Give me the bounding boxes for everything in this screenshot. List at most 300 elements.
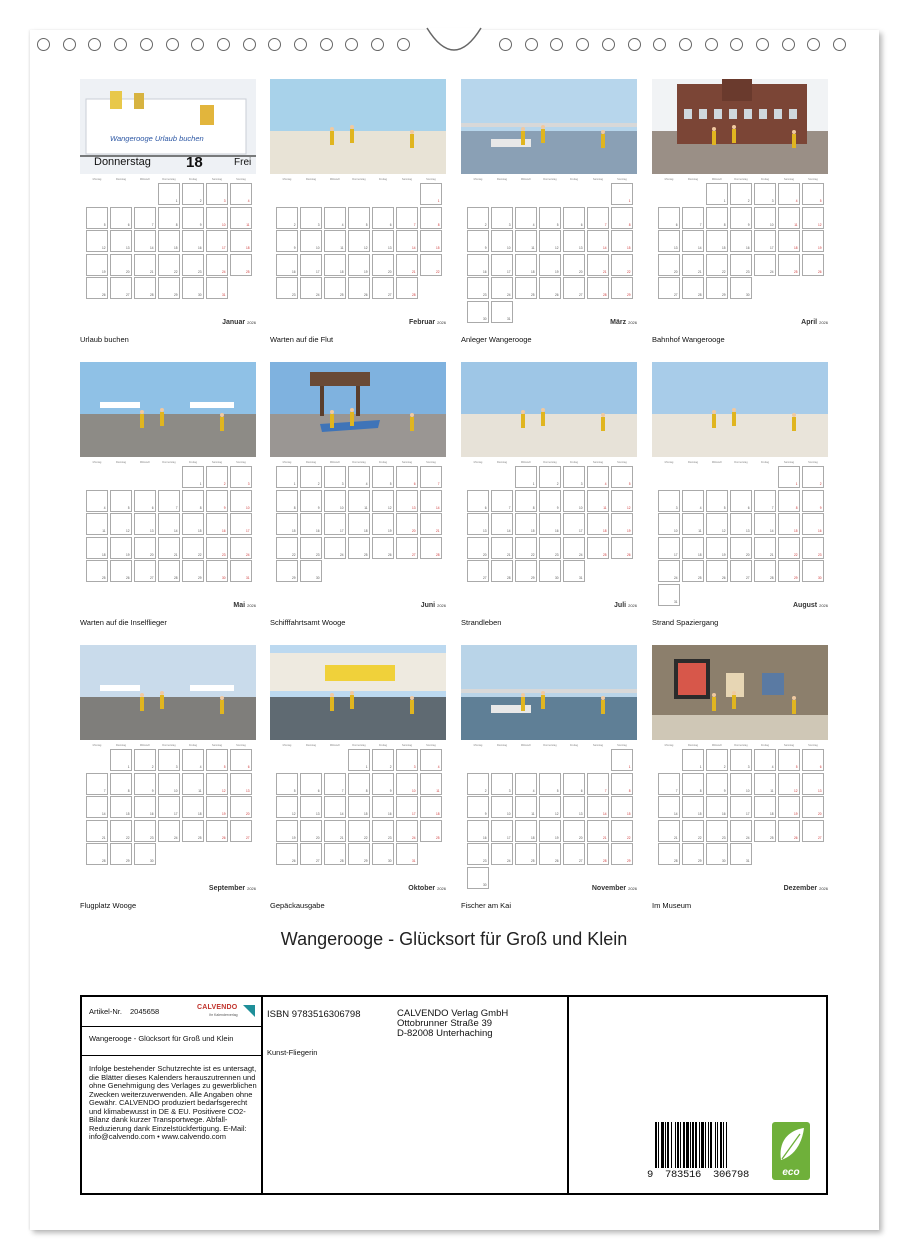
day-cell bbox=[348, 513, 370, 535]
day-number: 4 bbox=[604, 482, 607, 486]
day-number: 18 bbox=[245, 246, 250, 251]
day-number: 6 bbox=[819, 765, 822, 769]
day-number: 18 bbox=[101, 552, 106, 557]
day-number: 14 bbox=[697, 246, 702, 251]
day-cell bbox=[110, 490, 132, 512]
day-cell bbox=[563, 796, 585, 818]
day-cell bbox=[372, 749, 394, 771]
day-number: 1 bbox=[437, 199, 440, 203]
day-cell bbox=[802, 513, 824, 535]
day-cell bbox=[611, 513, 633, 535]
day-number: 2 bbox=[723, 765, 726, 769]
day-cell bbox=[348, 537, 370, 559]
day-cell bbox=[730, 513, 752, 535]
day-cell bbox=[230, 773, 252, 795]
day-number: 6 bbox=[247, 765, 250, 769]
day-number: 3 bbox=[247, 482, 250, 486]
day-number: 20 bbox=[482, 552, 487, 557]
day-cell bbox=[754, 796, 776, 818]
day-number: 13 bbox=[245, 788, 250, 793]
month-name: Mai 2026 bbox=[233, 602, 256, 609]
day-cell bbox=[372, 820, 394, 842]
day-cell bbox=[730, 749, 752, 771]
day-number: 10 bbox=[221, 222, 226, 227]
day-cell bbox=[539, 820, 561, 842]
day-cell bbox=[563, 843, 585, 865]
day-cell bbox=[778, 537, 800, 559]
day-number: 27 bbox=[673, 293, 678, 298]
day-number: 29 bbox=[530, 576, 535, 581]
day-cell bbox=[515, 773, 537, 795]
day-cell bbox=[778, 773, 800, 795]
weekday-label: Freitag bbox=[378, 744, 388, 747]
weekday-label: Mittwoch bbox=[520, 178, 532, 181]
day-number: 13 bbox=[578, 246, 583, 251]
day-cell bbox=[802, 207, 824, 229]
weekday-label: Mittwoch bbox=[329, 461, 341, 464]
day-number: 11 bbox=[603, 505, 607, 510]
day-cell bbox=[182, 749, 204, 771]
day-cell bbox=[778, 796, 800, 818]
binding-ring bbox=[756, 38, 769, 51]
day-number: 26 bbox=[554, 293, 559, 298]
day-number: 26 bbox=[626, 552, 631, 557]
day-cell bbox=[682, 207, 704, 229]
day-number: 21 bbox=[602, 269, 607, 274]
day-cell bbox=[396, 796, 418, 818]
day-cell bbox=[372, 773, 394, 795]
day-number: 15 bbox=[530, 529, 535, 534]
day-number: 6 bbox=[151, 505, 154, 510]
day-number: 19 bbox=[101, 269, 106, 274]
day-cell bbox=[587, 537, 609, 559]
month-märz bbox=[461, 79, 637, 349]
day-number: 1 bbox=[699, 765, 702, 769]
month-photo bbox=[80, 79, 256, 174]
day-cell bbox=[158, 773, 180, 795]
weekday-label: Mittwoch bbox=[711, 744, 723, 747]
weekday-label: Montag bbox=[664, 744, 674, 747]
binding-ring bbox=[525, 38, 538, 51]
day-cell bbox=[206, 749, 228, 771]
day-cell bbox=[491, 796, 513, 818]
hanger-cutout bbox=[425, 22, 483, 58]
day-cell bbox=[182, 796, 204, 818]
day-number: 13 bbox=[125, 246, 130, 251]
info-box bbox=[80, 995, 828, 1195]
weekday-label: Montag bbox=[92, 461, 102, 464]
day-cell bbox=[324, 843, 346, 865]
day-number: 1 bbox=[365, 765, 368, 769]
day-cell bbox=[706, 749, 728, 771]
month-caption: Bahnhof Wangerooge bbox=[652, 335, 725, 344]
day-cell bbox=[230, 183, 252, 205]
month-dezember bbox=[652, 645, 828, 915]
day-cell bbox=[682, 773, 704, 795]
day-cell bbox=[611, 207, 633, 229]
month-year: 2026 bbox=[437, 603, 446, 608]
day-cell bbox=[372, 843, 394, 865]
day-number: 28 bbox=[149, 293, 154, 298]
day-number: 2 bbox=[556, 482, 559, 486]
day-cell bbox=[158, 183, 180, 205]
day-number: 22 bbox=[173, 269, 178, 274]
day-cell bbox=[206, 820, 228, 842]
day-cell bbox=[206, 254, 228, 276]
day-number: 30 bbox=[817, 576, 822, 581]
day-number: 29 bbox=[721, 293, 726, 298]
day-cell bbox=[300, 254, 322, 276]
day-number: 8 bbox=[127, 788, 130, 793]
day-number: 8 bbox=[199, 505, 202, 510]
day-number: 4 bbox=[532, 788, 535, 793]
day-cell bbox=[730, 773, 752, 795]
day-cell bbox=[348, 749, 370, 771]
day-number: 27 bbox=[745, 576, 750, 581]
day-number: 31 bbox=[221, 293, 226, 298]
day-number: 25 bbox=[245, 269, 250, 274]
day-number: 28 bbox=[697, 293, 702, 298]
day-cell bbox=[158, 749, 180, 771]
day-number: 12 bbox=[125, 529, 130, 534]
day-cell bbox=[491, 820, 513, 842]
weekday-label: Montag bbox=[664, 461, 674, 464]
day-cell bbox=[754, 560, 776, 582]
day-number: 8 bbox=[175, 222, 178, 227]
day-cell bbox=[754, 820, 776, 842]
day-cell bbox=[86, 560, 108, 582]
day-cell bbox=[658, 513, 680, 535]
weekday-label: Sonntag bbox=[617, 744, 627, 747]
binding-ring bbox=[628, 38, 641, 51]
day-number: 26 bbox=[387, 552, 392, 557]
day-number: 27 bbox=[482, 576, 487, 581]
weekday-label: Samstag bbox=[783, 744, 795, 747]
day-number: 25 bbox=[363, 552, 368, 557]
day-number: 3 bbox=[413, 765, 416, 769]
day-number: 9 bbox=[484, 246, 487, 251]
day-number: 11 bbox=[364, 505, 368, 510]
day-number: 23 bbox=[149, 835, 154, 840]
weekday-label: Freitag bbox=[188, 461, 198, 464]
weekday-label: Montag bbox=[282, 178, 292, 181]
binding-ring bbox=[705, 38, 718, 51]
day-number: 4 bbox=[199, 765, 202, 769]
day-cell bbox=[348, 254, 370, 276]
day-cell bbox=[372, 230, 394, 252]
day-number: 18 bbox=[530, 269, 535, 274]
day-cell bbox=[134, 277, 156, 299]
day-number: 7 bbox=[175, 505, 178, 510]
month-caption: Flugplatz Wooge bbox=[80, 901, 137, 910]
month-year: 2026 bbox=[819, 886, 828, 891]
day-number: 14 bbox=[673, 812, 678, 817]
day-number: 20 bbox=[149, 552, 154, 557]
binding-ring bbox=[602, 38, 615, 51]
day-number: 24 bbox=[578, 552, 583, 557]
day-number: 19 bbox=[554, 835, 559, 840]
day-number: 24 bbox=[173, 835, 178, 840]
day-cell bbox=[754, 513, 776, 535]
binding-ring bbox=[114, 38, 127, 51]
day-cell bbox=[491, 490, 513, 512]
day-cell bbox=[730, 254, 752, 276]
day-number: 26 bbox=[221, 835, 226, 840]
day-number: 21 bbox=[339, 835, 344, 840]
day-cell bbox=[802, 230, 824, 252]
day-number: 3 bbox=[580, 482, 583, 486]
day-cell bbox=[182, 537, 204, 559]
day-cell bbox=[730, 843, 752, 865]
day-cell bbox=[182, 560, 204, 582]
weekday-label: Donnerstag bbox=[162, 178, 176, 181]
day-number: 21 bbox=[697, 269, 702, 274]
day-cell bbox=[158, 820, 180, 842]
day-cell bbox=[587, 513, 609, 535]
day-number: 15 bbox=[435, 246, 440, 251]
day-cell bbox=[539, 277, 561, 299]
weekday-label: Donnerstag bbox=[734, 744, 748, 747]
day-cell bbox=[587, 843, 609, 865]
day-number: 1 bbox=[199, 482, 202, 486]
day-number: 17 bbox=[245, 529, 250, 534]
day-cell bbox=[348, 796, 370, 818]
day-cell bbox=[300, 843, 322, 865]
month-januar bbox=[80, 79, 256, 349]
day-number: 18 bbox=[769, 812, 774, 817]
day-number: 27 bbox=[125, 293, 130, 298]
day-number: 27 bbox=[245, 835, 250, 840]
day-number: 25 bbox=[530, 859, 535, 864]
day-cell bbox=[467, 537, 489, 559]
day-cell bbox=[134, 843, 156, 865]
day-cell bbox=[110, 820, 132, 842]
day-cell bbox=[420, 490, 442, 512]
day-number: 5 bbox=[293, 788, 296, 793]
day-number: 10 bbox=[245, 505, 250, 510]
binding-ring bbox=[294, 38, 307, 51]
day-number: 26 bbox=[793, 835, 798, 840]
weekday-label: Samstag bbox=[592, 461, 604, 464]
day-number: 10 bbox=[315, 246, 320, 251]
weekday-label: Mittwoch bbox=[139, 461, 151, 464]
day-number: 26 bbox=[125, 576, 130, 581]
day-number: 4 bbox=[771, 765, 774, 769]
day-cell bbox=[563, 773, 585, 795]
day-cell bbox=[182, 207, 204, 229]
day-number: 25 bbox=[530, 293, 535, 298]
month-name: Oktober 2026 bbox=[408, 885, 446, 892]
day-cell bbox=[396, 207, 418, 229]
day-number: 25 bbox=[197, 835, 202, 840]
day-cell bbox=[802, 773, 824, 795]
month-photo-caption: Wangerooge Urlaub buchen bbox=[110, 133, 204, 143]
day-cell bbox=[682, 749, 704, 771]
day-number: 14 bbox=[435, 505, 440, 510]
day-cell bbox=[515, 537, 537, 559]
day-number: 14 bbox=[411, 246, 416, 251]
day-cell bbox=[134, 513, 156, 535]
day-cell bbox=[372, 254, 394, 276]
day-number: 22 bbox=[626, 835, 631, 840]
day-number: 8 bbox=[532, 505, 535, 510]
day-cell bbox=[491, 254, 513, 276]
day-cell bbox=[206, 560, 228, 582]
day-cell bbox=[539, 513, 561, 535]
day-cell bbox=[134, 537, 156, 559]
day-cell bbox=[230, 820, 252, 842]
day-cell bbox=[587, 277, 609, 299]
day-number: 28 bbox=[435, 552, 440, 557]
day-cell bbox=[372, 466, 394, 488]
day-cell bbox=[587, 254, 609, 276]
day-number: 30 bbox=[221, 576, 226, 581]
day-cell bbox=[706, 820, 728, 842]
day-cell bbox=[276, 207, 298, 229]
day-number: 12 bbox=[101, 246, 106, 251]
day-number: 9 bbox=[199, 222, 202, 227]
day-cell bbox=[158, 207, 180, 229]
day-cell bbox=[778, 254, 800, 276]
day-number: 29 bbox=[793, 576, 798, 581]
day-number: 12 bbox=[721, 529, 726, 534]
weekday-label: Donnerstag bbox=[543, 178, 557, 181]
day-cell bbox=[587, 466, 609, 488]
day-number: 18 bbox=[435, 812, 440, 817]
day-cell bbox=[134, 796, 156, 818]
day-cell bbox=[539, 843, 561, 865]
day-number: 15 bbox=[125, 812, 130, 817]
day-number: 2 bbox=[484, 222, 487, 227]
day-cell bbox=[372, 537, 394, 559]
day-number: 16 bbox=[745, 246, 750, 251]
day-number: 1 bbox=[127, 765, 130, 769]
day-cell bbox=[324, 277, 346, 299]
day-number: 3 bbox=[675, 505, 678, 510]
day-cell bbox=[802, 466, 824, 488]
day-number: 31 bbox=[578, 576, 583, 581]
day-cell bbox=[802, 254, 824, 276]
day-cell bbox=[706, 843, 728, 865]
day-cell bbox=[611, 466, 633, 488]
weekday-label: Dienstag bbox=[687, 461, 699, 464]
day-number: 21 bbox=[411, 269, 416, 274]
day-cell bbox=[276, 820, 298, 842]
day-number: 26 bbox=[291, 859, 296, 864]
weekday-label: Donnerstag bbox=[352, 461, 366, 464]
day-cell bbox=[658, 537, 680, 559]
day-number: 2 bbox=[747, 199, 750, 203]
day-number: 17 bbox=[221, 246, 226, 251]
weekday-label: Samstag bbox=[592, 178, 604, 181]
day-number: 21 bbox=[673, 835, 678, 840]
day-cell bbox=[658, 560, 680, 582]
day-cell bbox=[182, 773, 204, 795]
day-number: 24 bbox=[315, 293, 320, 298]
day-cell bbox=[110, 773, 132, 795]
day-cell bbox=[802, 796, 824, 818]
weekday-label: Samstag bbox=[401, 461, 413, 464]
weekday-label: Sonntag bbox=[426, 744, 436, 747]
day-cell bbox=[230, 560, 252, 582]
day-number: 4 bbox=[103, 505, 106, 510]
day-number: 16 bbox=[291, 269, 296, 274]
day-number: 14 bbox=[339, 812, 344, 817]
day-cell bbox=[467, 843, 489, 865]
day-cell bbox=[587, 773, 609, 795]
day-cell bbox=[324, 820, 346, 842]
day-number: 13 bbox=[387, 246, 392, 251]
day-cell bbox=[587, 820, 609, 842]
month-caption: Strandleben bbox=[461, 618, 502, 627]
day-cell bbox=[515, 490, 537, 512]
day-cell bbox=[206, 796, 228, 818]
month-photo bbox=[80, 362, 256, 457]
day-number: 20 bbox=[673, 269, 678, 274]
weekday-label: Freitag bbox=[760, 461, 770, 464]
month-september bbox=[80, 645, 256, 915]
day-number: 9 bbox=[819, 505, 822, 510]
weekday-label: Donnerstag bbox=[162, 461, 176, 464]
article-label: Artikel-Nr. bbox=[89, 1007, 122, 1016]
day-cell bbox=[158, 560, 180, 582]
day-number: 8 bbox=[628, 788, 631, 793]
day-cell bbox=[300, 773, 322, 795]
day-cell bbox=[611, 254, 633, 276]
day-cell bbox=[730, 796, 752, 818]
day-number: 2 bbox=[819, 482, 822, 486]
day-cell bbox=[754, 254, 776, 276]
day-number: 16 bbox=[221, 529, 226, 534]
day-cell bbox=[324, 466, 346, 488]
day-cell bbox=[611, 230, 633, 252]
weekday-label: Samstag bbox=[592, 744, 604, 747]
day-number: 5 bbox=[127, 505, 130, 510]
day-cell bbox=[110, 513, 132, 535]
day-cell bbox=[86, 843, 108, 865]
month-juli bbox=[461, 362, 637, 632]
day-cell bbox=[206, 773, 228, 795]
day-number: 17 bbox=[673, 552, 678, 557]
day-cell bbox=[324, 773, 346, 795]
day-cell bbox=[110, 560, 132, 582]
day-cell bbox=[420, 183, 442, 205]
day-number: 1 bbox=[532, 482, 535, 486]
day-cell bbox=[730, 820, 752, 842]
weekday-label: Samstag bbox=[211, 461, 223, 464]
day-number: 8 bbox=[723, 222, 726, 227]
day-cell bbox=[420, 820, 442, 842]
day-number: 11 bbox=[794, 222, 798, 227]
day-number: 10 bbox=[411, 788, 416, 793]
day-number: 21 bbox=[101, 835, 106, 840]
day-number: 5 bbox=[819, 199, 822, 203]
day-cell bbox=[324, 230, 346, 252]
day-number: 26 bbox=[363, 293, 368, 298]
day-cell bbox=[396, 537, 418, 559]
day-cell bbox=[730, 490, 752, 512]
day-number: 11 bbox=[246, 222, 250, 227]
month-photo bbox=[80, 645, 256, 740]
day-number: 17 bbox=[173, 812, 178, 817]
day-cell bbox=[515, 843, 537, 865]
month-year: 2026 bbox=[247, 603, 256, 608]
day-cell bbox=[110, 749, 132, 771]
day-cell bbox=[206, 490, 228, 512]
month-year: 2026 bbox=[247, 886, 256, 891]
weekday-label: Dienstag bbox=[305, 744, 317, 747]
day-number: 16 bbox=[482, 835, 487, 840]
